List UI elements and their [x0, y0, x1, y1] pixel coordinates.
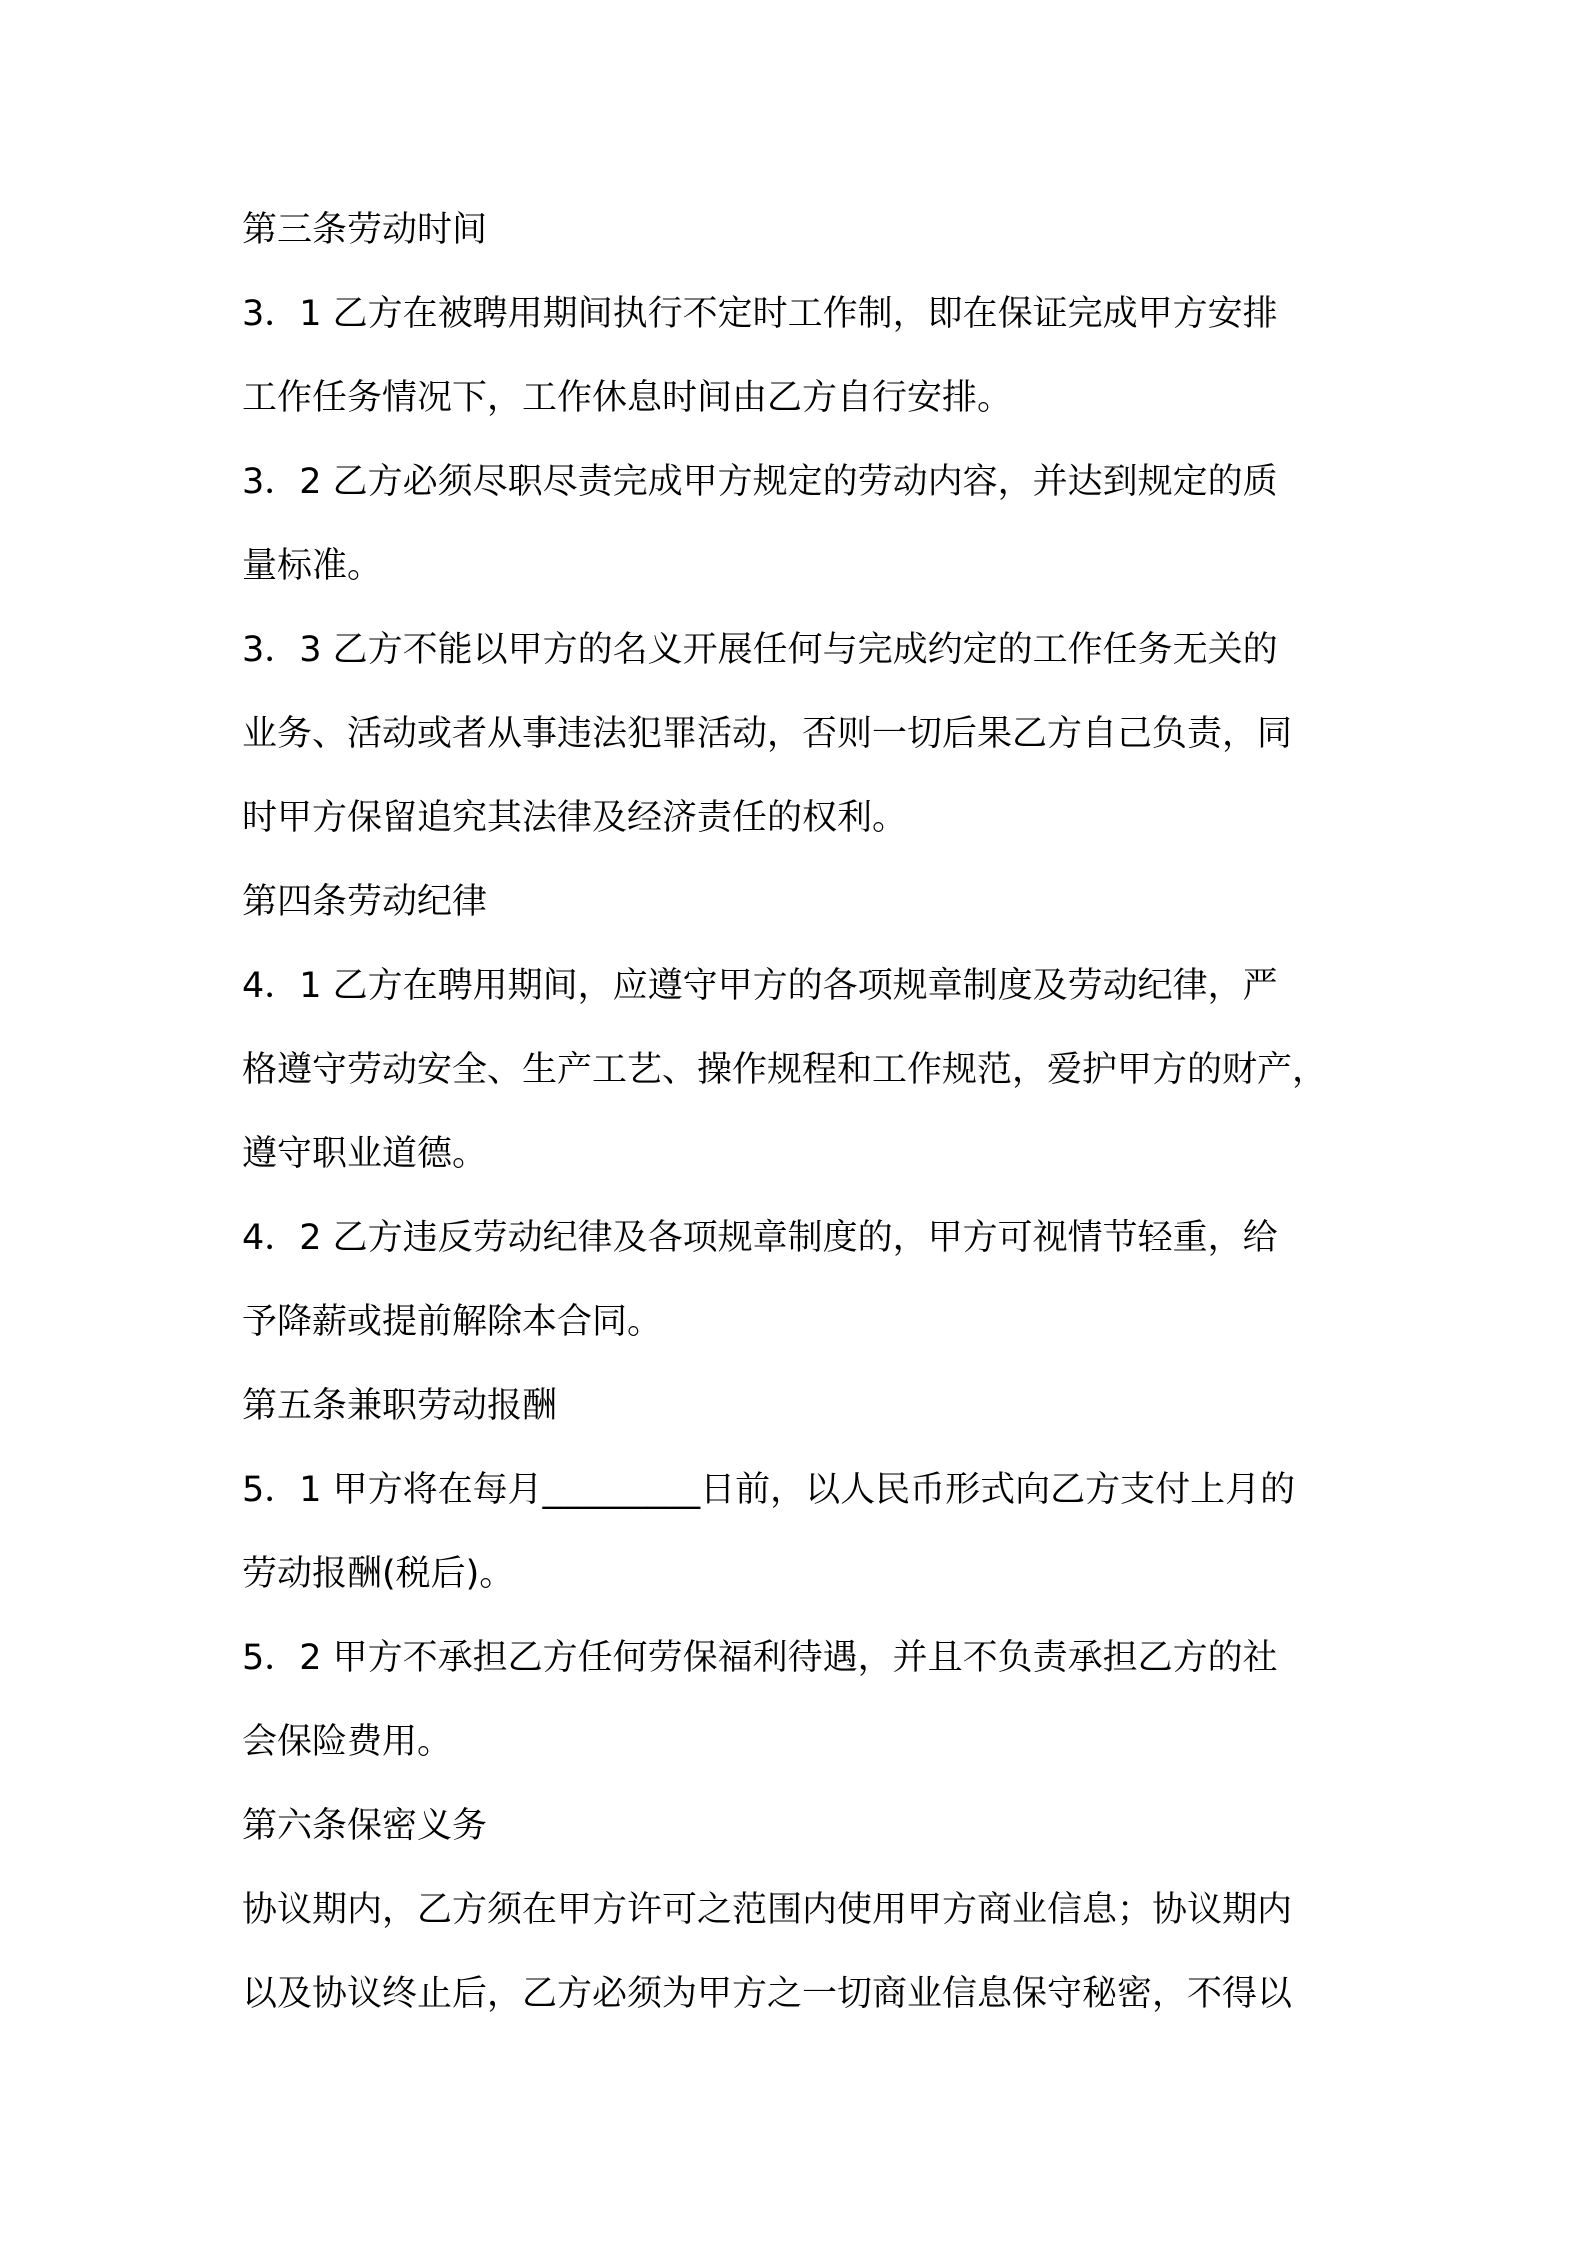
article-6-line-1: 协议期内，乙方须在甲方许可之范围内使用甲方商业信息；协议期内: [242, 1890, 1293, 1930]
clause-5-2-line-1: 5．2 甲方不承担乙方任何劳保福利待遇，并且不负责承担乙方的社: [242, 1638, 1278, 1678]
heading-article-4: 第四条劳动纪律: [242, 882, 488, 922]
clause-4-1-line-1: 4．1 乙方在聘用期间，应遵守甲方的各项规章制度及劳动纪律，严: [242, 966, 1278, 1006]
clause-3-3-line-1: 3．3 乙方不能以甲方的名义开展任何与完成约定的工作任务无关的: [242, 630, 1278, 670]
clause-4-1-line-3: 遵守职业道德。: [242, 1134, 488, 1174]
clause-5-2-line-2: 会保险费用。: [242, 1722, 453, 1762]
clause-4-2-line-2: 予降薪或提前解除本合同。: [242, 1302, 663, 1342]
heading-article-5: 第五条兼职劳动报酬: [242, 1386, 558, 1426]
heading-article-3: 第三条劳动时间: [242, 210, 488, 250]
clause-4-1-line-2: 格遵守劳动安全、生产工艺、操作规程和工作规范，爱护甲方的财产，: [242, 1050, 1328, 1090]
heading-article-6: 第六条保密义务: [242, 1806, 488, 1846]
clause-4-2-line-1: 4．2 乙方违反劳动纪律及各项规章制度的，甲方可视情节轻重，给: [242, 1218, 1278, 1258]
article-6-line-2: 以及协议终止后，乙方必须为甲方之一切商业信息保守秘密，不得以: [242, 1974, 1293, 2014]
clause-5-1-line-2: 劳动报酬(税后)。: [242, 1554, 515, 1594]
contract-text: [242, 198, 1362, 2046]
clause-3-3-line-3: 时甲方保留追究其法律及经济责任的权利。: [242, 798, 908, 838]
clause-3-1-line-1: 3．1 乙方在被聘用期间执行不定时工作制，即在保证完成甲方安排: [242, 294, 1278, 334]
clause-5-1-line-1: 5．1 甲方将在每月_________日前，以人民币形式向乙方支付上月的: [242, 1470, 1296, 1510]
clause-3-3-line-2: 业务、活动或者从事违法犯罪活动，否则一切后果乙方自己负责，同: [242, 714, 1293, 754]
clause-3-1-line-2: 工作任务情况下，工作休息时间由乙方自行安排。: [242, 378, 1013, 418]
clause-3-2-line-2: 量标准。: [242, 546, 383, 586]
clause-3-2-line-1: 3．2 乙方必须尽职尽责完成甲方规定的劳动内容，并达到规定的质: [242, 462, 1278, 502]
